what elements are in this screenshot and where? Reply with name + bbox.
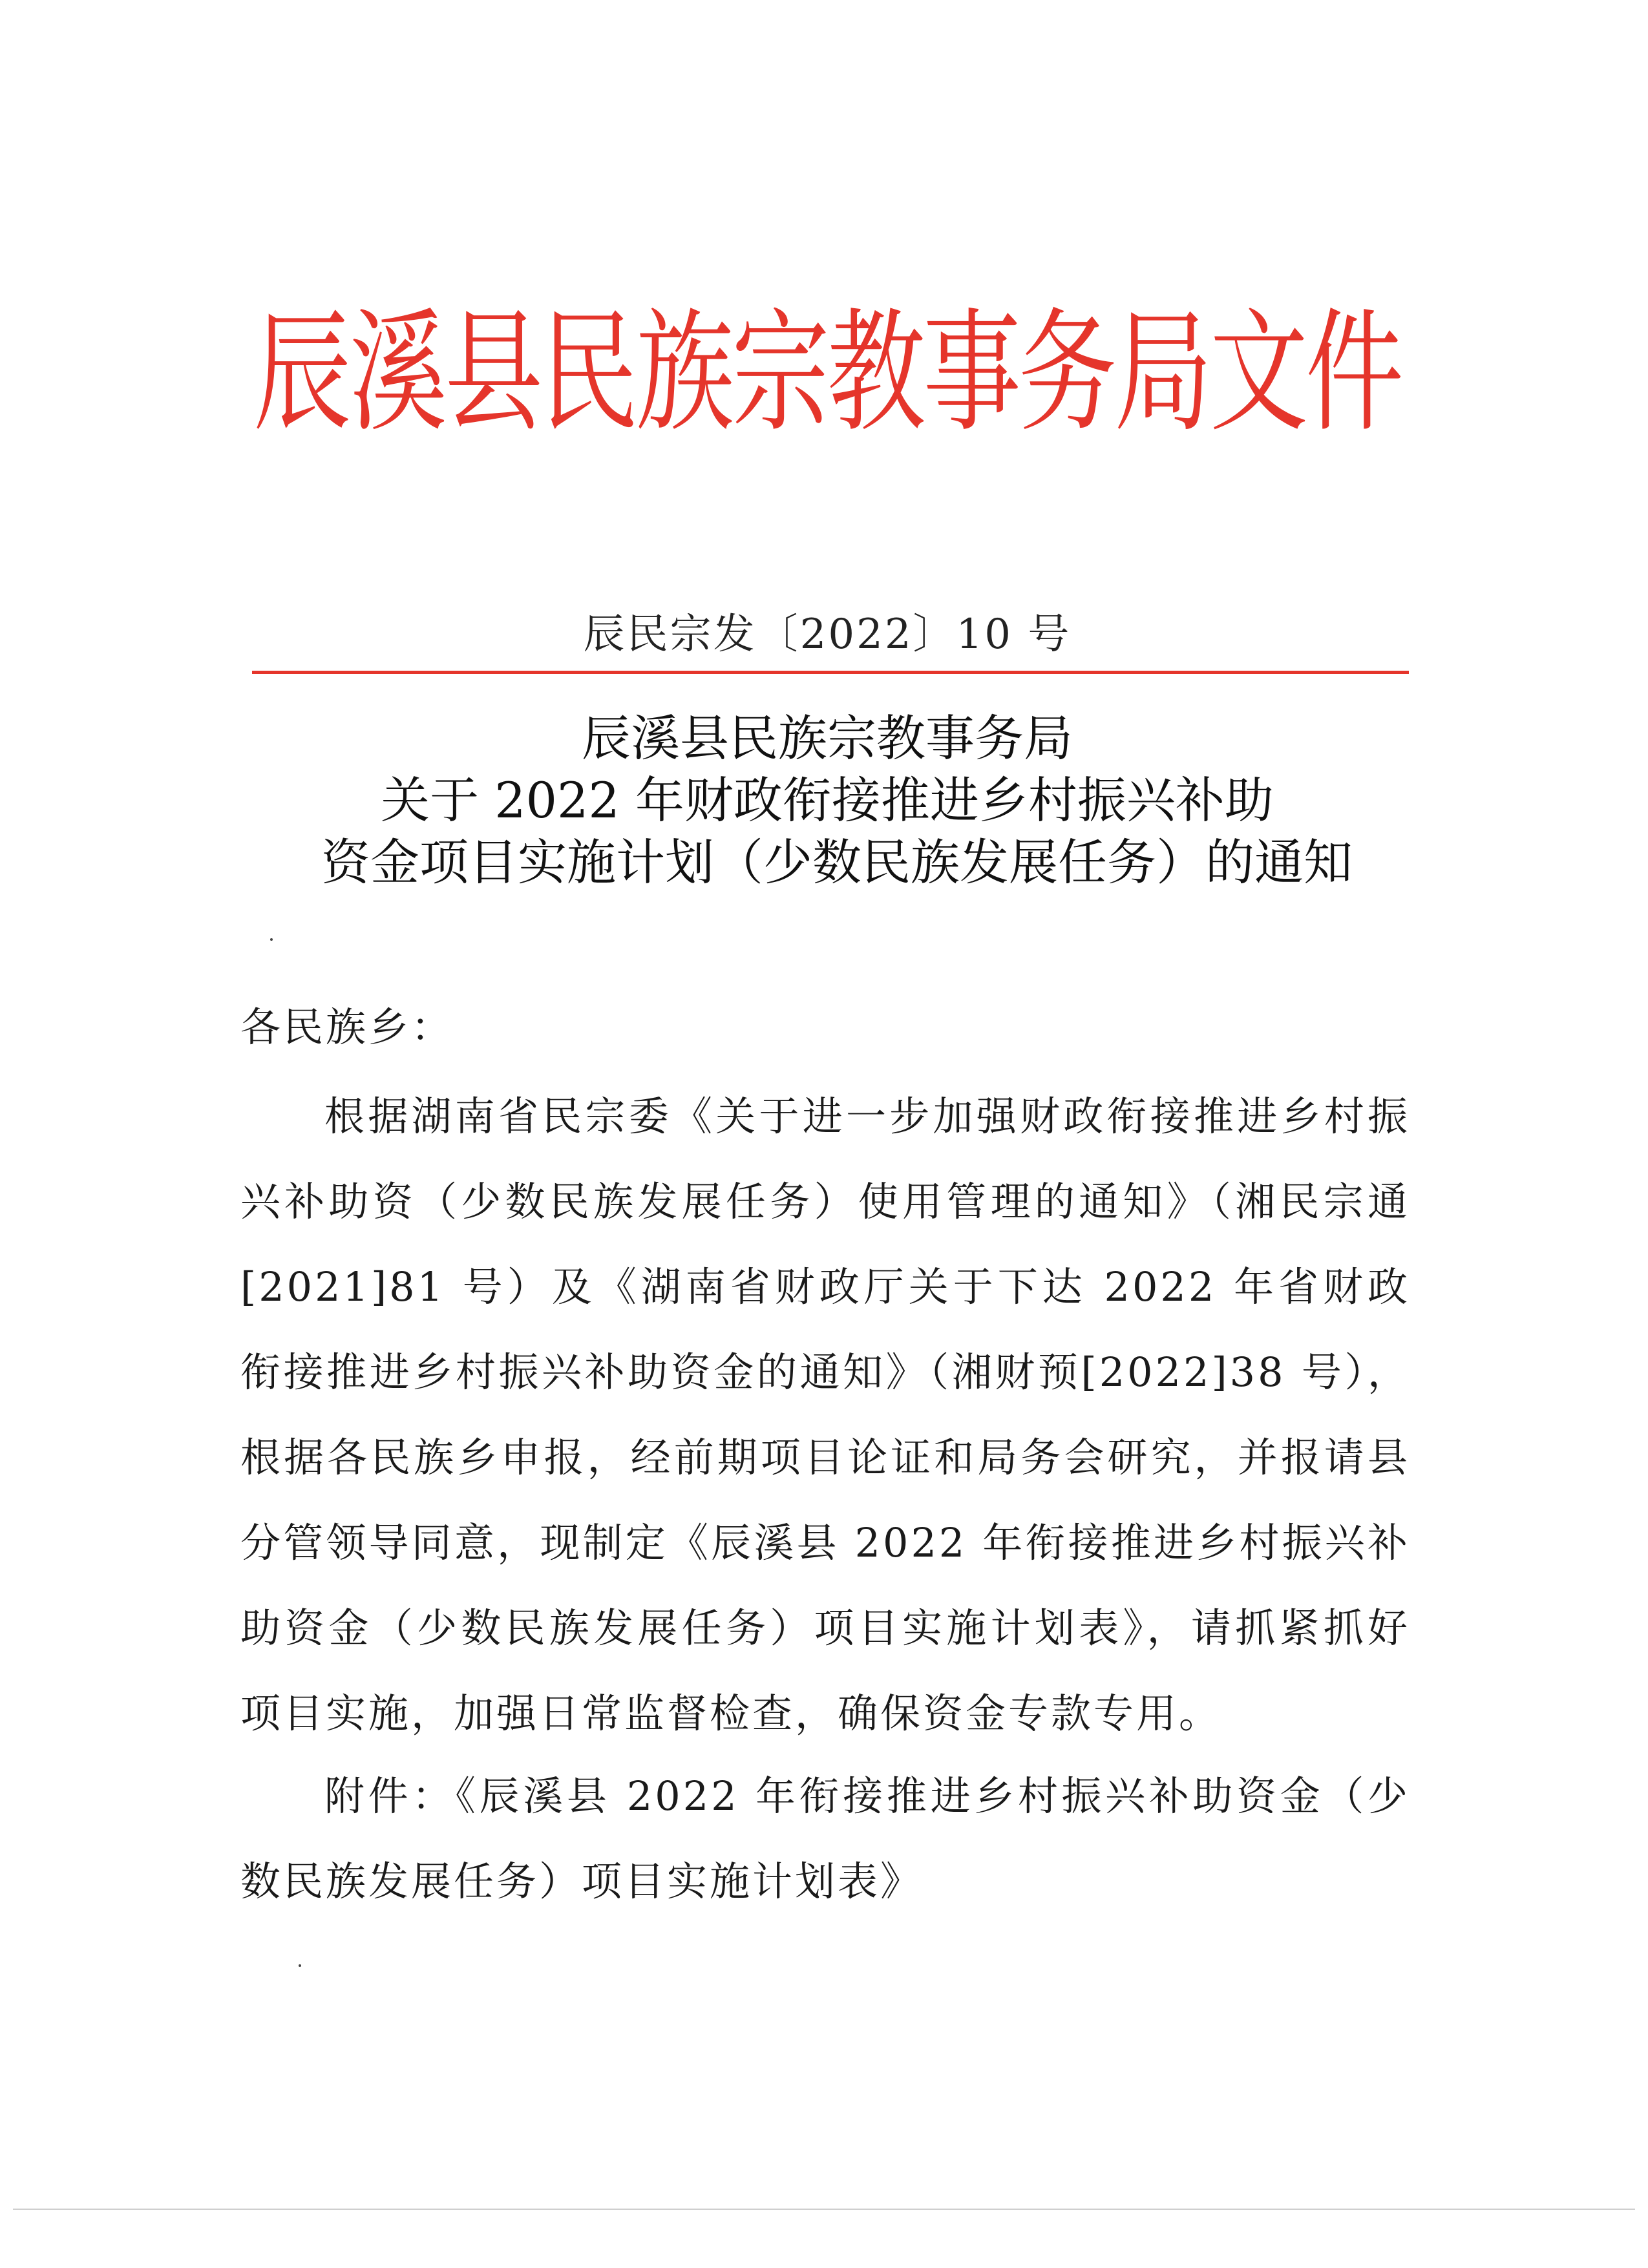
- page-bottom-edge: [13, 2209, 1635, 2210]
- notice-title-line-1: 辰溪县民族宗教事务局: [582, 709, 1073, 767]
- scan-speck: [299, 1964, 301, 1967]
- paragraph-text: 根据湖南省民宗委《关于进一步加强财政衔接推进乡村振兴补助资（少数民族发展任务）使用管理的通知》（湘民宗通[2021]81 号）及《湖南省财政厅关于下达 2022 年省财政衔接推进乡村振兴补助资金的通知》（湘财预[2022]38 号），根据各民族乡申报，经前期项目论证和局务会研究，并报请县分管领导同意，现制定《辰溪县 2022 年衔接推进乡村振兴补助资金（少数民族发展任务）项目实施计划表》，请抓紧抓好项目实施，加强日常监督检查，确保资金专款专用。: [240, 1093, 1410, 1737]
- notice-title-line-2: 关于 2022 年财政衔接推进乡村振兴补助: [381, 772, 1274, 829]
- body-paragraph-attachment: [240, 1754, 1410, 1924]
- masthead-title: 辰溪县民族宗教事务局文件: [253, 295, 1401, 450]
- attachment-text: 附件：《辰溪县 2022 年衔接推进乡村振兴补助资金（少数民族发展任务）项目实施计划表》: [240, 1772, 1410, 1905]
- body-paragraph-main: [240, 1074, 1410, 1756]
- notice-title: [213, 708, 1441, 894]
- document-number: 辰民宗发〔2022〕10 号: [583, 611, 1072, 658]
- salutation: 各民族乡：: [240, 1003, 454, 1051]
- red-separator-line: [252, 671, 1409, 674]
- scan-speck: [270, 938, 273, 941]
- notice-title-line-3: 资金项目实施计划（少数民族发展任务）的通知: [321, 834, 1353, 891]
